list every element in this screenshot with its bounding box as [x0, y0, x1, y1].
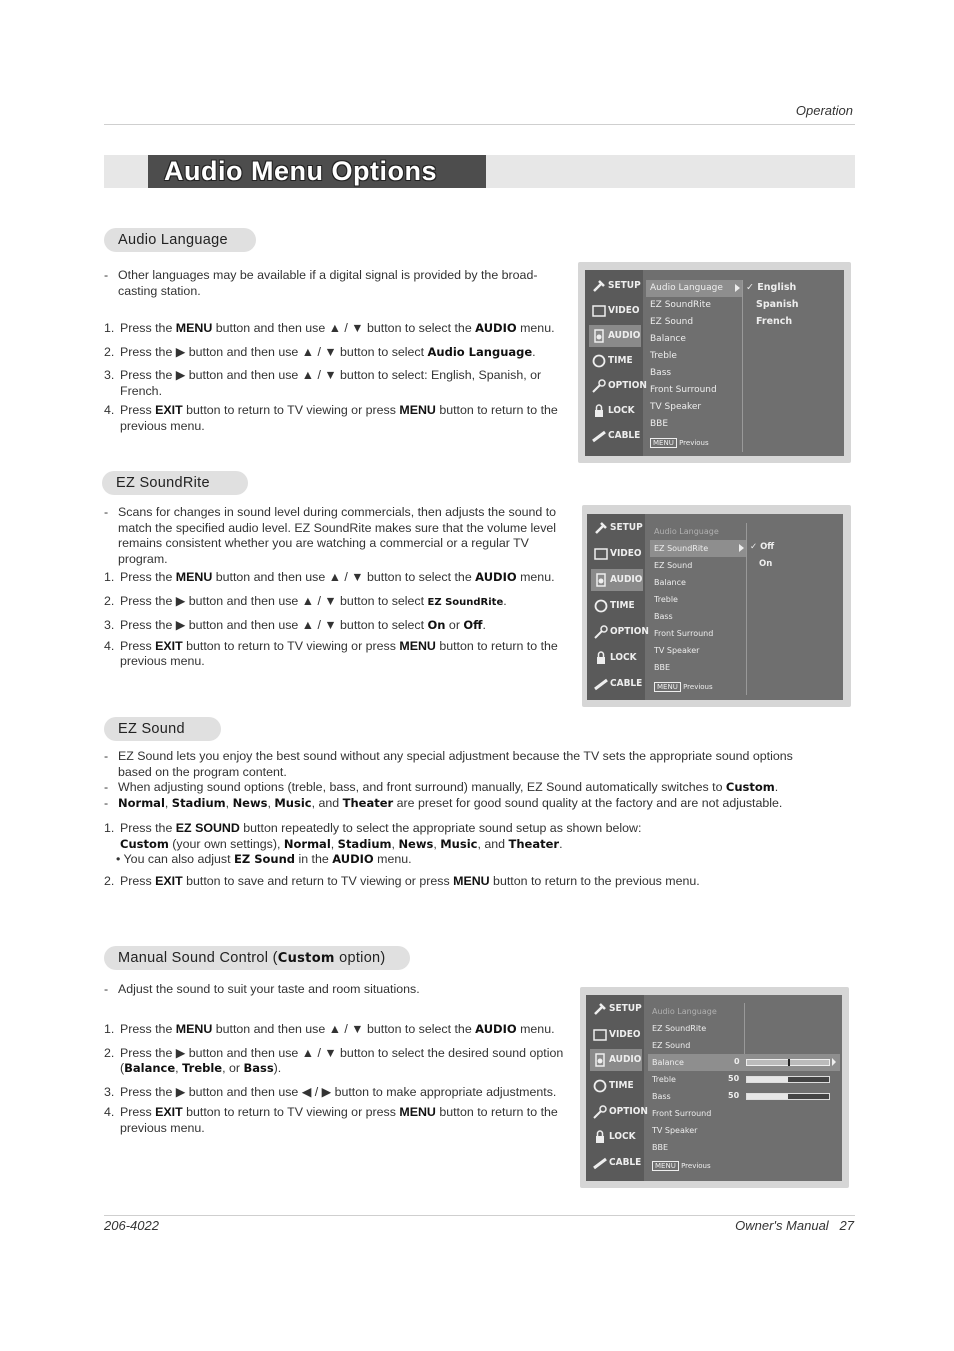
menu-item: Front Surround	[650, 385, 717, 395]
balance-value: 0	[734, 1057, 740, 1066]
ez-soundrite-heading: EZ SoundRite	[102, 471, 248, 495]
menu-item: Treble	[652, 1075, 676, 1084]
step-item: 2. Press the ▶ button and then use ▲ / ▼ button to select the desired sound option (Balance, Treble, or Bass).	[104, 1045, 564, 1075]
menu-item-audio-language: Audio Language	[646, 280, 742, 297]
note-item: - EZ Sound lets you enjoy the best sound without any special adjustment because the TV sets the appropriate sound options based on the program content.	[104, 749, 793, 779]
menu-item: BBE	[654, 663, 671, 672]
step-item: 2. Press EXIT button to save and return to TV viewing or press MENU button to return to the previous menu.	[104, 873, 700, 888]
menu-tab-video: VIDEO	[591, 543, 643, 565]
menu-item: BBE	[650, 419, 669, 429]
menu-tab-audio: AUDIO	[591, 569, 643, 591]
menu-tab-audio: AUDIO	[589, 325, 641, 347]
step-item: 3. Press the ▶ button and then use ◀ / ▶ button to make appropriate adjustments.	[104, 1084, 557, 1099]
balance-marker	[788, 1059, 790, 1066]
bass-slider	[746, 1093, 830, 1100]
step-item: 4. Press EXIT button to return to TV viewing or press MENU button to return to the previous menu.	[104, 1105, 558, 1135]
header-rule	[104, 124, 855, 125]
bass-fill	[747, 1094, 788, 1099]
menu-tab-lock: LOCK	[591, 647, 643, 669]
menu-tab-setup: SETUP	[591, 517, 643, 539]
previous-hint: MENU Previous	[654, 683, 713, 691]
treble-fill	[747, 1077, 788, 1082]
menu-tab-option: OPTION	[590, 1101, 642, 1123]
menu-item: Treble	[654, 595, 678, 604]
bass-value: 50	[728, 1091, 740, 1100]
submenu-arrow-icon	[739, 544, 744, 552]
menu-item: BBE	[652, 1143, 669, 1152]
menu-item: EZ Sound	[654, 561, 693, 570]
audio-menu-screenshot-2	[582, 505, 851, 707]
menu-item: Treble	[650, 351, 677, 361]
step-item: 1. Press the MENU button and then use ▲ / ▼ button to select the AUDIO menu.	[104, 321, 555, 335]
menu-tab-audio: AUDIO	[590, 1049, 642, 1071]
step-item-tip: • You can also adjust EZ Sound in the AUDIO menu.	[116, 852, 412, 866]
audio-language-heading: Audio Language	[104, 228, 256, 252]
audio-menu-screenshot-3	[580, 987, 849, 1188]
manual-sound-note: - Adjust the sound to suit your taste and room situations.	[104, 982, 420, 996]
menu-item: EZ Sound	[652, 1041, 691, 1050]
treble-slider	[746, 1076, 830, 1083]
menu-tab-video: VIDEO	[589, 300, 641, 322]
step-item: 1. Press the MENU button and then use ▲ / ▼ button to select the AUDIO menu.	[104, 570, 555, 584]
menu-tab-cable: CABLE	[589, 425, 641, 447]
option-off: ✓ Off	[750, 542, 775, 552]
previous-hint: MENU Previous	[650, 439, 709, 447]
clock-icon	[593, 598, 609, 614]
lock-icon	[593, 650, 609, 666]
setup-icon	[593, 520, 609, 536]
ez-sound-heading: EZ Sound	[104, 717, 221, 741]
menu-tab-video: VIDEO	[590, 1024, 642, 1046]
speaker-icon	[592, 1052, 608, 1068]
option-english: ✓ English	[746, 282, 797, 293]
menu-item: TV Speaker	[650, 402, 702, 412]
menu-tab-setup: SETUP	[589, 275, 641, 297]
section-label: Operation	[795, 103, 853, 118]
video-icon	[591, 303, 607, 319]
menu-item: Front Surround	[654, 629, 714, 638]
setup-icon	[591, 278, 607, 294]
speaker-icon	[591, 328, 607, 344]
submenu-arrow-icon	[735, 284, 740, 292]
menu-item: Bass	[654, 612, 673, 621]
menu-item: Audio Language	[654, 527, 719, 536]
step-item: 1. Press the MENU button and then use ▲ / ▼ button to select the AUDIO menu.	[104, 1022, 555, 1036]
menu-item: Balance	[654, 578, 686, 587]
page-title: Audio Menu Options	[164, 156, 437, 186]
footer-rule	[104, 1215, 855, 1216]
audio-menu-screenshot-1	[578, 262, 851, 463]
step-item: 4. Press EXIT button to return to TV viewing or press MENU button to return to the previous menu.	[104, 403, 558, 433]
audio-language-steps	[104, 321, 576, 434]
menu-tab-cable: CABLE	[591, 673, 643, 695]
manual-sound-steps	[104, 1022, 576, 1136]
menu-tab-setup: SETUP	[590, 998, 642, 1020]
cable-icon	[593, 676, 609, 692]
menu-item: Audio Language	[652, 1007, 717, 1016]
lock-icon	[591, 403, 607, 419]
manual-sound-control-heading: Manual Sound Control (Custom option)	[104, 946, 410, 970]
option-icon	[593, 624, 609, 640]
treble-value: 50	[728, 1074, 740, 1083]
setup-icon	[592, 1001, 608, 1017]
step-item: 4. Press EXIT button to return to TV viewing or press MENU button to return to the previous menu.	[104, 638, 558, 668]
previous-hint: MENU Previous	[652, 1162, 711, 1170]
menu-item: Bass	[652, 1092, 671, 1101]
option-on: On	[759, 559, 773, 569]
step-item: 2. Press the ▶ button and then use ▲ / ▼ button to select EZ SoundRite.	[104, 593, 507, 608]
step-item: 3. Press the ▶ button and then use ▲ / ▼ button to select: English, Spanish, or French.	[104, 368, 542, 398]
clock-icon	[591, 353, 607, 369]
ez-soundrite-steps	[104, 570, 576, 670]
footer-doc-number: 206-4022	[104, 1218, 159, 1233]
menu-item-balance: Balance	[648, 1054, 840, 1071]
menu-item: Balance	[650, 334, 686, 344]
speaker-icon	[593, 572, 609, 588]
menu-item-ez-soundrite: EZ SoundRite	[650, 540, 746, 557]
menu-item: TV Speaker	[652, 1126, 698, 1135]
note-item: - Normal, Stadium, News, Music, and Theater are preset for good sound quality at the factory and are not adjustable.	[104, 795, 783, 810]
menu-item: EZ SoundRite	[650, 300, 711, 310]
menu-tab-option: OPTION	[591, 621, 643, 643]
menu-item: EZ Sound	[650, 317, 694, 327]
menu-item: Front Surround	[652, 1109, 712, 1118]
footer-page-label: Owner's Manual 27	[735, 1218, 854, 1233]
audio-language-note: - Other languages may be available if a digital signal is provided by the broad-casting station.	[104, 268, 538, 298]
menu-item: TV Speaker	[654, 646, 700, 655]
option-icon	[592, 1104, 608, 1120]
menu-tab-time: TIME	[589, 350, 641, 372]
note-item: - When adjusting sound options (treble, bass, and front surround) manually, EZ Sound automatically switches to Custom.	[104, 780, 779, 794]
menu-item: Bass	[650, 368, 672, 378]
ez-sound-notes	[104, 749, 824, 811]
ez-soundrite-note: - Scans for changes in sound level during commercials, then adjusts the sound to match the specified audio level. EZ SoundRite makes sure that the volume level remains consistent whether you are watching a commercial or a regular TV program.	[104, 505, 557, 566]
step-item: 1. Press the EZ SOUND button repeatedly to select the appropriate sound setup as shown below:	[104, 821, 642, 835]
step-item: 3. Press the ▶ button and then use ▲ / ▼ button to select On or Off.	[104, 618, 486, 632]
option-french: French	[756, 316, 793, 327]
cable-icon	[592, 1155, 608, 1171]
clock-icon	[592, 1078, 608, 1094]
ez-sound-steps	[104, 821, 744, 889]
video-icon	[593, 546, 609, 562]
option-icon	[591, 378, 607, 394]
menu-tab-option: OPTION	[589, 375, 641, 397]
menu-tab-lock: LOCK	[589, 400, 641, 422]
menu-tab-cable: CABLE	[590, 1152, 642, 1174]
step-item: 2. Press the ▶ button and then use ▲ / ▼ button to select Audio Language.	[104, 344, 536, 359]
cable-icon	[591, 428, 607, 444]
menu-item: EZ SoundRite	[652, 1024, 707, 1033]
menu-tab-time: TIME	[591, 595, 643, 617]
step-item-modes: Custom (your own settings), Normal, Stadium, News, Music, and Theater.	[120, 836, 563, 851]
menu-tab-time: TIME	[590, 1075, 642, 1097]
menu-tab-lock: LOCK	[590, 1126, 642, 1148]
option-spanish: Spanish	[756, 299, 799, 310]
slider-arrow-icon	[832, 1058, 836, 1066]
video-icon	[592, 1027, 608, 1043]
lock-icon	[592, 1129, 608, 1145]
balance-slider	[746, 1059, 830, 1066]
